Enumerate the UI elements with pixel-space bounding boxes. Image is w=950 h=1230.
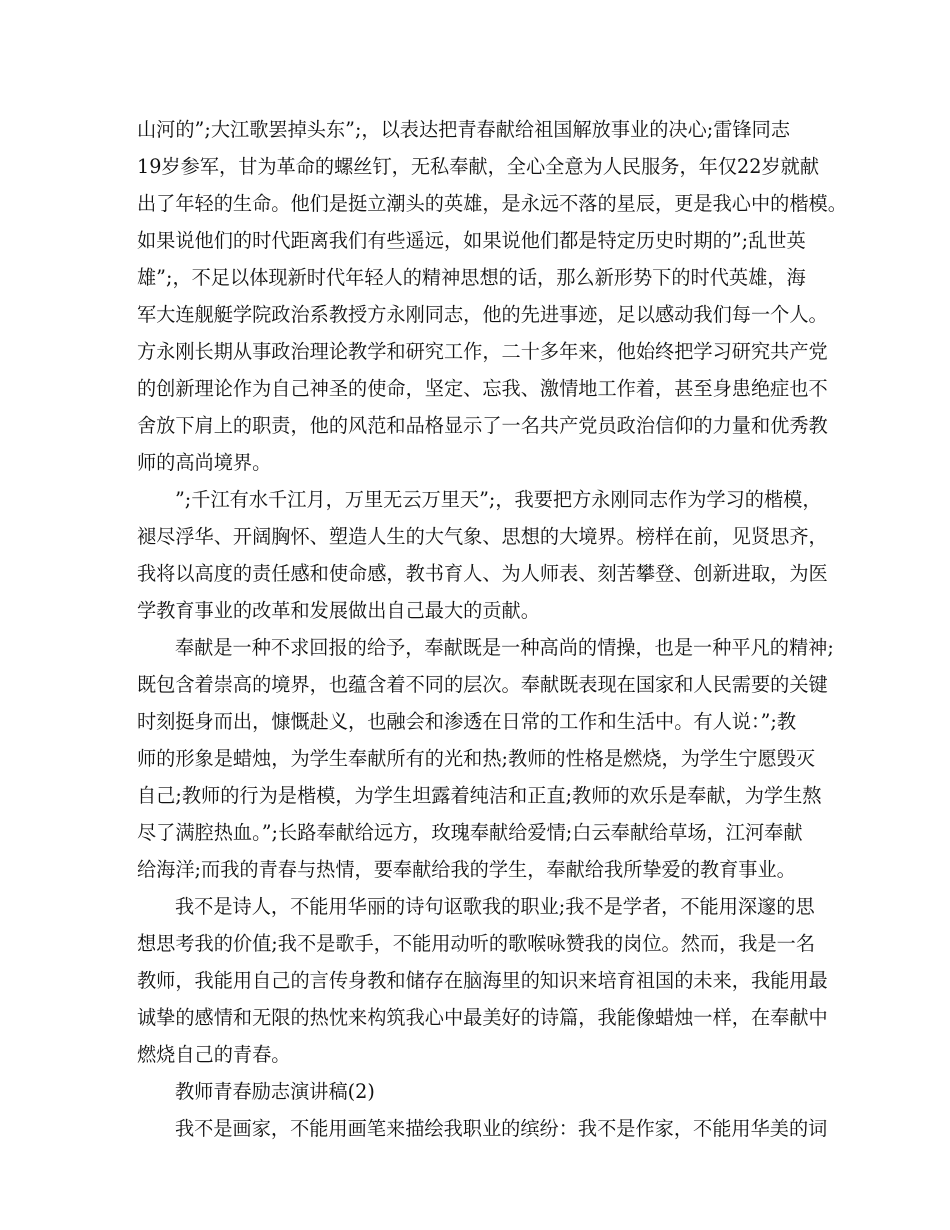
text-line: 山河的”;大江歌罢掉头东”;，以表达把青春献给祖国解放事业的决心;雷锋同志 bbox=[137, 118, 791, 141]
text-line: 如果说他们的时代距离我们有些遥远，如果说他们都是特定历史时期的”;乱世英 bbox=[137, 229, 806, 252]
text-line: 燃烧自己的青春。 bbox=[137, 1043, 291, 1066]
text-line: 学教育事业的改革和发展做出自己最大的贡献。 bbox=[137, 599, 540, 622]
text-line: 舍放下肩上的职责，他的风范和品格显示了一名共产党员政治信仰的力量和优秀教 bbox=[137, 414, 828, 437]
text-line: 时刻挺身而出，慷慨赴义，也融会和渗透在日常的工作和生活中。有人说：”;教 bbox=[137, 710, 797, 733]
text-line: 给海洋;而我的青春与热情，要奉献给我的学生，奉献给我所挚爱的教育事业。 bbox=[137, 858, 796, 881]
paragraph-first-line: 我不是画家，不能用画笔来描绘我职业的缤纷：我不是作家，不能用华美的词 bbox=[175, 1117, 828, 1140]
text-line: 教师，我能用自己的言传身教和储存在脑海里的知识来培育祖国的未来，我能用最 bbox=[137, 969, 828, 992]
text-line: 师的形象是蜡烛，为学生奉献所有的光和热;教师的性格是燃烧，为学生宁愿毁灭 bbox=[137, 747, 816, 770]
text-line: 尽了满腔热血。”;长路奉献给远方，玫瑰奉献给爱情;白云奉献给草场，江河奉献 bbox=[137, 821, 803, 844]
text-line: 师的高尚境界。 bbox=[137, 451, 272, 474]
paragraph-first-line: ”;千江有水千江月，万里无云万里天”;，我要把方永刚同志作为学习的楷模， bbox=[175, 488, 822, 511]
paragraph-first-line: 奉献是一种不求回报的给予，奉献既是一种高尚的情操，也是一种平凡的精神; bbox=[175, 636, 834, 659]
text-line: 自己;教师的行为是楷模，为学生坦露着纯洁和正直;教师的欢乐是奉献，为学生熬 bbox=[137, 784, 822, 807]
section-heading: 教师青春励志演讲稿(2) bbox=[175, 1080, 375, 1103]
text-line: 我将以高度的责任感和使命感，教书育人、为人师表、刻苦攀登、创新进取，为医 bbox=[137, 562, 828, 585]
paragraph-first-line: 我不是诗人，不能用华丽的诗句讴歌我的职业;我不是学者，不能用深邃的思 bbox=[175, 895, 815, 918]
text-line: 想思考我的价值;我不是歌手，不能用动听的歌喉咏赞我的岗位。然而，我是一名 bbox=[137, 932, 816, 955]
text-line: 既包含着崇高的境界，也蕴含着不同的层次。奉献既表现在国家和人民需要的关键 bbox=[137, 673, 828, 696]
text-line: 雄”;，不足以体现新时代年轻人的精神思想的话，那么新形势下的时代英雄，海 bbox=[137, 266, 806, 289]
text-line: 军大连舰艇学院政治系教授方永刚同志，他的先进事迹，足以感动我们每一个人。 bbox=[137, 303, 828, 326]
text-line: 出了年轻的生命。他们是挺立潮头的英雄，是永远不落的星辰，更是我心中的楷模。 bbox=[137, 192, 847, 215]
text-line: 褪尽浮华、开阔胸怀、塑造人生的大气象、思想的大境界。榜样在前，见贤思齐， bbox=[137, 525, 828, 548]
text-line: 的创新理论作为自己神圣的使命，坚定、忘我、激情地工作着，甚至身患绝症也不 bbox=[137, 377, 828, 400]
text-line: 19岁参军，甘为革命的螺丝钉，无私奉献，全心全意为人民服务，年仅22岁就献 bbox=[137, 155, 820, 178]
text-line: 方永刚长期从事政治理论教学和研究工作，二十多年来，他始终把学习研究共产党 bbox=[137, 340, 828, 363]
text-line: 诚挚的感情和无限的热忱来构筑我心中最美好的诗篇，我能像蜡烛一样，在奉献中 bbox=[137, 1006, 828, 1029]
